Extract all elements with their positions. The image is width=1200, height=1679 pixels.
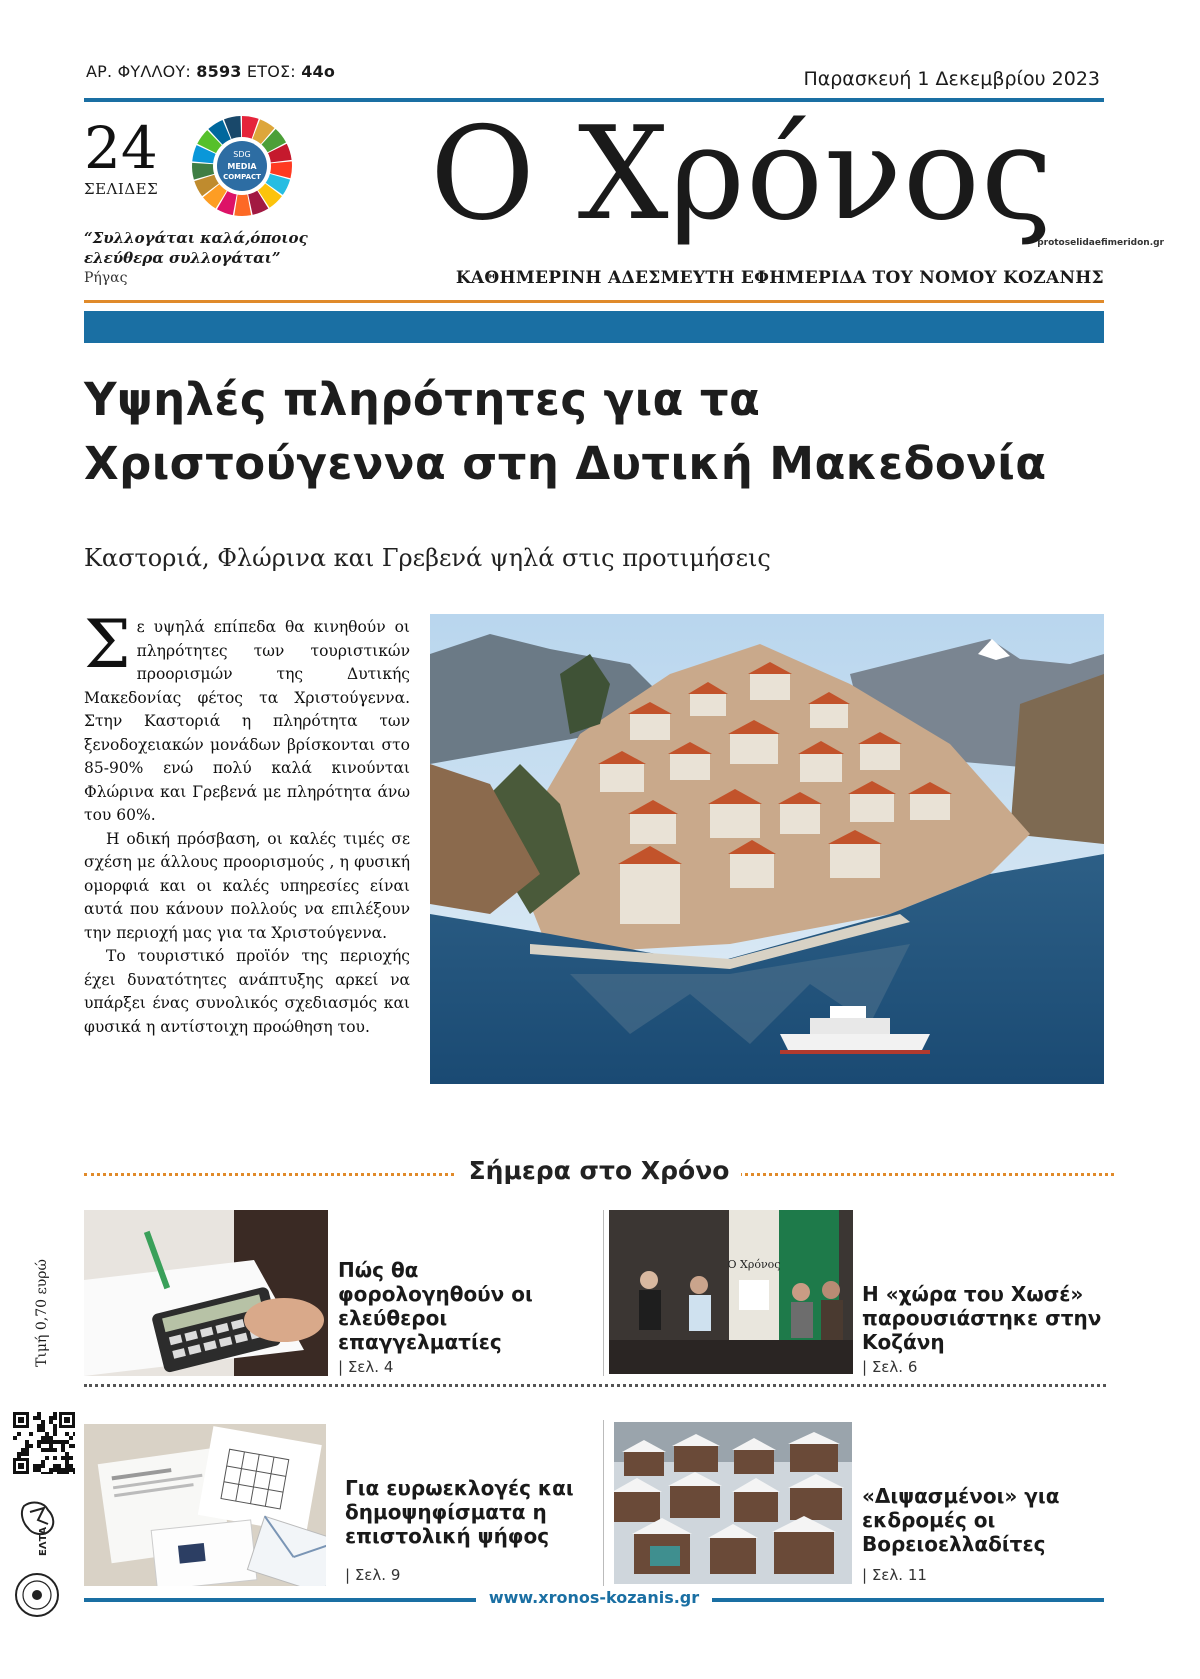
source-credit: protoselidaefimeridon.gr [1037, 238, 1164, 248]
footer-rule-right [712, 1598, 1104, 1602]
elta-logo [18, 1498, 62, 1558]
stories-divider [84, 1384, 1106, 1387]
elta-text: ΕΛΤΑ [38, 1526, 49, 1556]
article-paragraph: Η οδική πρόσβαση, οι καλές τιμές σε σχέση με άλλους προορισμούς , η φυσική ομορφιά και οι καλές υπηρεσίες είναι αυτά που κάνουν πολλούς να επιλέξουν την περιοχή μας για τα Χριστούγεννα. [84, 829, 410, 942]
motto-author: Ρήγας [84, 270, 128, 286]
column-separator [603, 1420, 604, 1586]
issue-label: ΑΡ. ΦΥΛΛΟΥ: [86, 62, 191, 81]
dropcap: Σ [84, 606, 131, 683]
event-banner-masthead: Ο Χρόνος [727, 1258, 781, 1271]
section-title: Σήμερα στο Χρόνο [457, 1156, 742, 1185]
year-number: 44ο [301, 62, 336, 81]
story-title-2[interactable]: Η «χώρα του Χωσέ» παρουσιάστηκε στην Κοζάνη [862, 1282, 1102, 1354]
price-label [32, 1250, 52, 1380]
story-photo-snowy-village[interactable] [614, 1422, 852, 1584]
headline-line-1: Υψηλές πληρότητες για τα [84, 373, 761, 426]
section-header [84, 1156, 1114, 1190]
lead-headline[interactable] [84, 368, 1124, 496]
issue-number: 8593 [196, 62, 242, 81]
lead-subheadline: Καστοριά, Φλώρινα και Γρεβενά ψηλά στις προτιμήσεις [84, 544, 771, 572]
story-photo-postal-vote[interactable] [84, 1424, 326, 1586]
issue-date: Παρασκευή 1 Δεκεμβρίου 2023 [803, 68, 1100, 90]
sdg-line3: COMPACT [223, 173, 261, 181]
story-title-3[interactable]: Για ευρωεκλογές και δημοψηφίσματα η επιστολική ψήφος [345, 1476, 574, 1548]
masthead: Ο Χρόνος [430, 100, 1054, 249]
kastoria-lake-photo[interactable] [430, 614, 1104, 1084]
pages-count: 24 [84, 114, 158, 182]
tagline: ΚΑΘΗΜΕΡΙΝΗ ΑΔΕΣΜΕΥΤΗ ΕΦΗΜΕΡΙΔΑ ΤΟΥ ΝΟΜΟΥ ΚΟΖΑΝΗΣ [455, 268, 1104, 288]
certification-seal-icon [14, 1572, 60, 1618]
sdg-line1: SDG [233, 150, 251, 159]
year-label: ΕΤΟΣ: [246, 62, 296, 81]
sdg-line2: MEDIA [227, 162, 257, 171]
qr-code[interactable] [13, 1412, 75, 1474]
sdg-media-compact-logo [190, 114, 294, 218]
article-paragraph: Το τουριστικό προϊόν της περιοχής έχει δυνατότητες ανάπτυξης αρκεί να υπάρξει ένας συνολικός σχεδιασμός και φυσικά η αντίστοιχη προώθηση του. [84, 947, 410, 1036]
issue-info [86, 62, 335, 81]
story-page-2: | Σελ. 6 [862, 1358, 918, 1376]
orange-rule [84, 300, 1104, 303]
lead-article [84, 606, 410, 1039]
article-paragraph [84, 606, 410, 828]
price-text: Τιμή 0,70 ευρώ [34, 1259, 50, 1367]
story-photo-calculator[interactable] [84, 1210, 328, 1376]
paragraph-1-text: ε υψηλά επίπεδα θα κινηθούν οι πληρότητες των τουριστικών προορισμών της Δυτικής Μακεδονίας φέτος τα Χριστούγεννα. Στην Καστοριά η πληρότητα των ξενοδοχειακών μονάδων βρίσκονται στο 85-90% ενώ πολύ καλά κινούνται Φλώρινα και Γρεβενά με πληρότητα άνω του 60%. [84, 618, 410, 824]
story-title-4[interactable]: «Διψασμένοι» για εκδρομές οι Βορειοελλαδίτες [862, 1484, 1060, 1556]
headline-line-2: Χριστούγεννα στη Δυτική Μακεδονία [84, 437, 1047, 490]
story-page-3: | Σελ. 9 [345, 1566, 401, 1584]
blue-banner [84, 311, 1104, 343]
column-separator [603, 1210, 604, 1376]
footer-rule-left [84, 1598, 476, 1602]
website-link[interactable]: www.xronos-kozanis.gr [488, 1588, 700, 1607]
story-page-1: | Σελ. 4 [338, 1358, 394, 1376]
story-title-1[interactable]: Πώς θα φορολογηθούν οι ελεύθεροι επαγγελματίες [338, 1258, 533, 1354]
story-photo-event[interactable] [609, 1210, 853, 1374]
story-page-4: | Σελ. 11 [862, 1566, 927, 1584]
pages-label: ΣΕΛΙΔΕΣ [84, 180, 159, 198]
motto-quote: “Συλλογάται καλά,όποιος ελεύθερα συλλογάται” [84, 229, 308, 267]
